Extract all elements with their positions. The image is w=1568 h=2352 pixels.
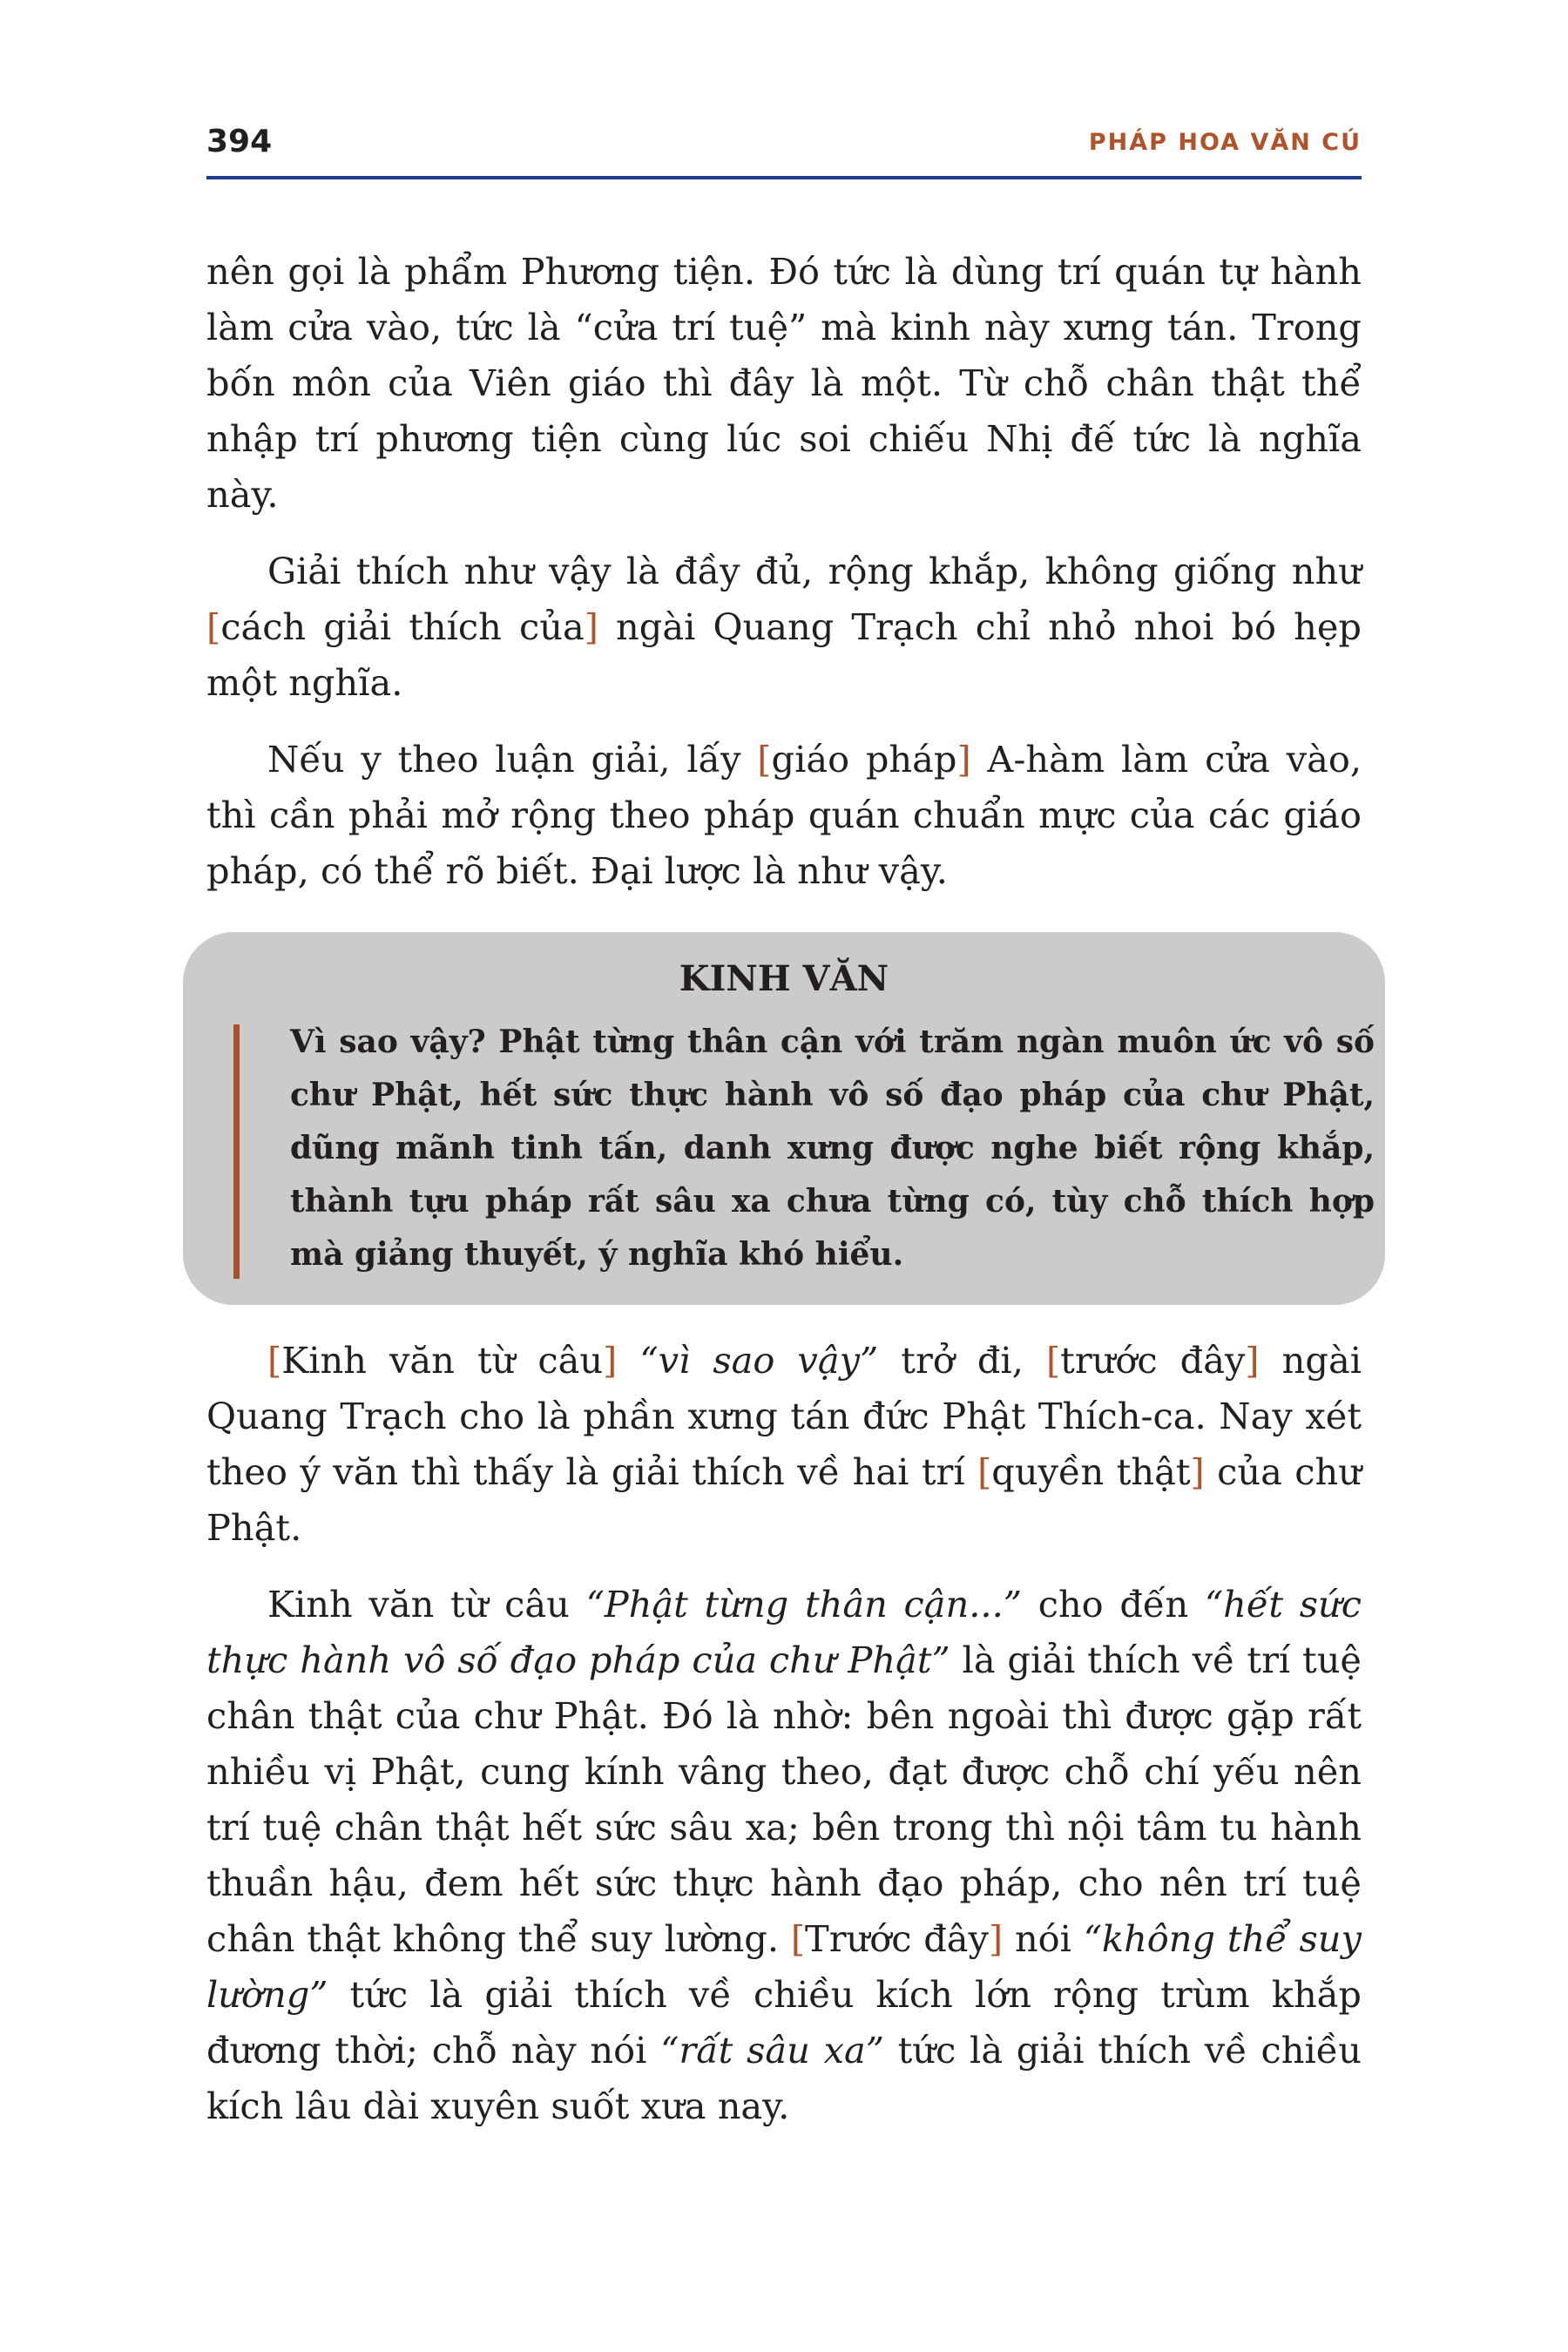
text-span: nói bbox=[1003, 1917, 1084, 1960]
bracketed-text: Kinh văn từ câu bbox=[281, 1339, 604, 1382]
paragraph-2 bbox=[206, 544, 1362, 711]
paragraph-3 bbox=[206, 732, 1362, 899]
bottom-body-text bbox=[206, 1333, 1362, 2155]
bracketed-text: quyền thật bbox=[991, 1450, 1191, 1493]
bracket-open: [ bbox=[1045, 1339, 1061, 1382]
text-span bbox=[617, 1339, 639, 1382]
bracket-close: ] bbox=[584, 605, 598, 648]
book-title: PHÁP HOA VĂN CÚ bbox=[1088, 129, 1362, 156]
scripture-box bbox=[183, 932, 1385, 1305]
bracket-close: ] bbox=[603, 1339, 618, 1382]
paragraph-4 bbox=[206, 1333, 1362, 1556]
quoted-phrase: “vì sao vậy” bbox=[639, 1339, 879, 1382]
quoted-phrase: “rất sâu xa” bbox=[660, 2029, 884, 2072]
text-span: cho đến bbox=[1022, 1583, 1205, 1625]
bracket-close: ] bbox=[1190, 1450, 1205, 1493]
bracket-close: ] bbox=[956, 738, 971, 781]
bracket-close: ] bbox=[989, 1917, 1004, 1960]
scripture-title: KINH VĂN bbox=[679, 958, 889, 999]
page-number: 394 bbox=[206, 124, 273, 159]
text-span: A-hàm làm cửa vào, thì cần phải mở rộng theo pháp quán chuẩn mực của các giáo pháp, có thể rõ biết. Đại lược là như vậy. bbox=[206, 738, 1362, 892]
bracket-close: ] bbox=[1245, 1339, 1260, 1382]
top-body-text bbox=[206, 244, 1362, 920]
bracketed-text: Trước đây bbox=[805, 1917, 989, 1960]
text-span: Giải thích như vậy là đầy đủ, rộng khắp, không giống như bbox=[267, 550, 1362, 592]
text-span: tức là giải thích về chiều kích lâu dài xuyên suốt xưa nay. bbox=[206, 2029, 1362, 2127]
bracketed-text: giáo pháp bbox=[771, 738, 957, 781]
page-header bbox=[206, 122, 1362, 179]
bracket-open: [ bbox=[206, 605, 221, 648]
text-span: ngài Quang Trạch cho là phần xưng tán đức Phật Thích-ca. Nay xét theo ý văn thì thấy là giải thích về hai trí bbox=[206, 1339, 1362, 1493]
text-span: là giải thích về trí tuệ chân thật của chư Phật. Đó là nhờ: bên ngoài thì được gặp rất nhiều vị Phật, cung kính vâng theo, đạt được chỗ chí yếu nên trí tuệ chân thật hết sức sâu xa; bên trong thì nội tâm tu hành thuần hậu, đem hết sức thực hành đạo pháp, cho nên trí tuệ chân thật không thể suy lường. bbox=[206, 1639, 1362, 1960]
bracketed-text: trước đây bbox=[1060, 1339, 1246, 1382]
bracket-open: [ bbox=[757, 738, 772, 781]
quoted-phrase: “hết sức thực hành vô số đạo pháp của chư Phật” bbox=[206, 1583, 1362, 1681]
paragraph-5 bbox=[206, 1577, 1362, 2134]
text-span: trở đi, bbox=[878, 1339, 1046, 1382]
quoted-phrase: “Phật từng thân cận...” bbox=[585, 1583, 1023, 1625]
text-span: Kinh văn từ câu bbox=[267, 1583, 586, 1625]
scripture-accent-bar bbox=[233, 1024, 240, 1279]
paragraph-1: nên gọi là phẩm Phương tiện. Đó tức là dùng trí quán tự hành làm cửa vào, tức là “cửa trí tuệ” mà kinh này xưng tán. Trong bốn môn của Viên giáo thì đây là một. Từ chỗ chân thật thể nhập trí phương tiện cùng lúc soi chiếu Nhị đế tức là nghĩa này. bbox=[206, 250, 1362, 516]
text-span: Nếu y theo luận giải, lấy bbox=[267, 738, 758, 781]
text-span: tức là giải thích về chiều kích lớn rộng trùm khắp đương thời; chỗ này nói bbox=[206, 1973, 1362, 2072]
bracket-open: [ bbox=[790, 1917, 806, 1960]
bracketed-text: cách giải thích của bbox=[220, 605, 585, 648]
scripture-text: Vì sao vậy? Phật từng thân cận với trăm ngàn muôn ức vô số chư Phật, hết sức thực hành vô số đạo pháp của chư Phật, dũng mãnh tinh tấn, danh xưng được nghe biết rộng khắp, thành tựu pháp rất sâu xa chưa từng có, tùy chỗ thích hợp mà giảng thuyết, ý nghĩa khó hiểu. bbox=[290, 1024, 1375, 1273]
bracket-open: [ bbox=[977, 1450, 992, 1493]
quoted-phrase: “không thể suy lường” bbox=[206, 1917, 1362, 2016]
text-span: của chư Phật. bbox=[206, 1450, 1362, 1549]
text-span: ngài Quang Trạch chỉ nhỏ nhoi bó hẹp một nghĩa. bbox=[206, 605, 1362, 704]
bracket-open: [ bbox=[267, 1339, 282, 1382]
